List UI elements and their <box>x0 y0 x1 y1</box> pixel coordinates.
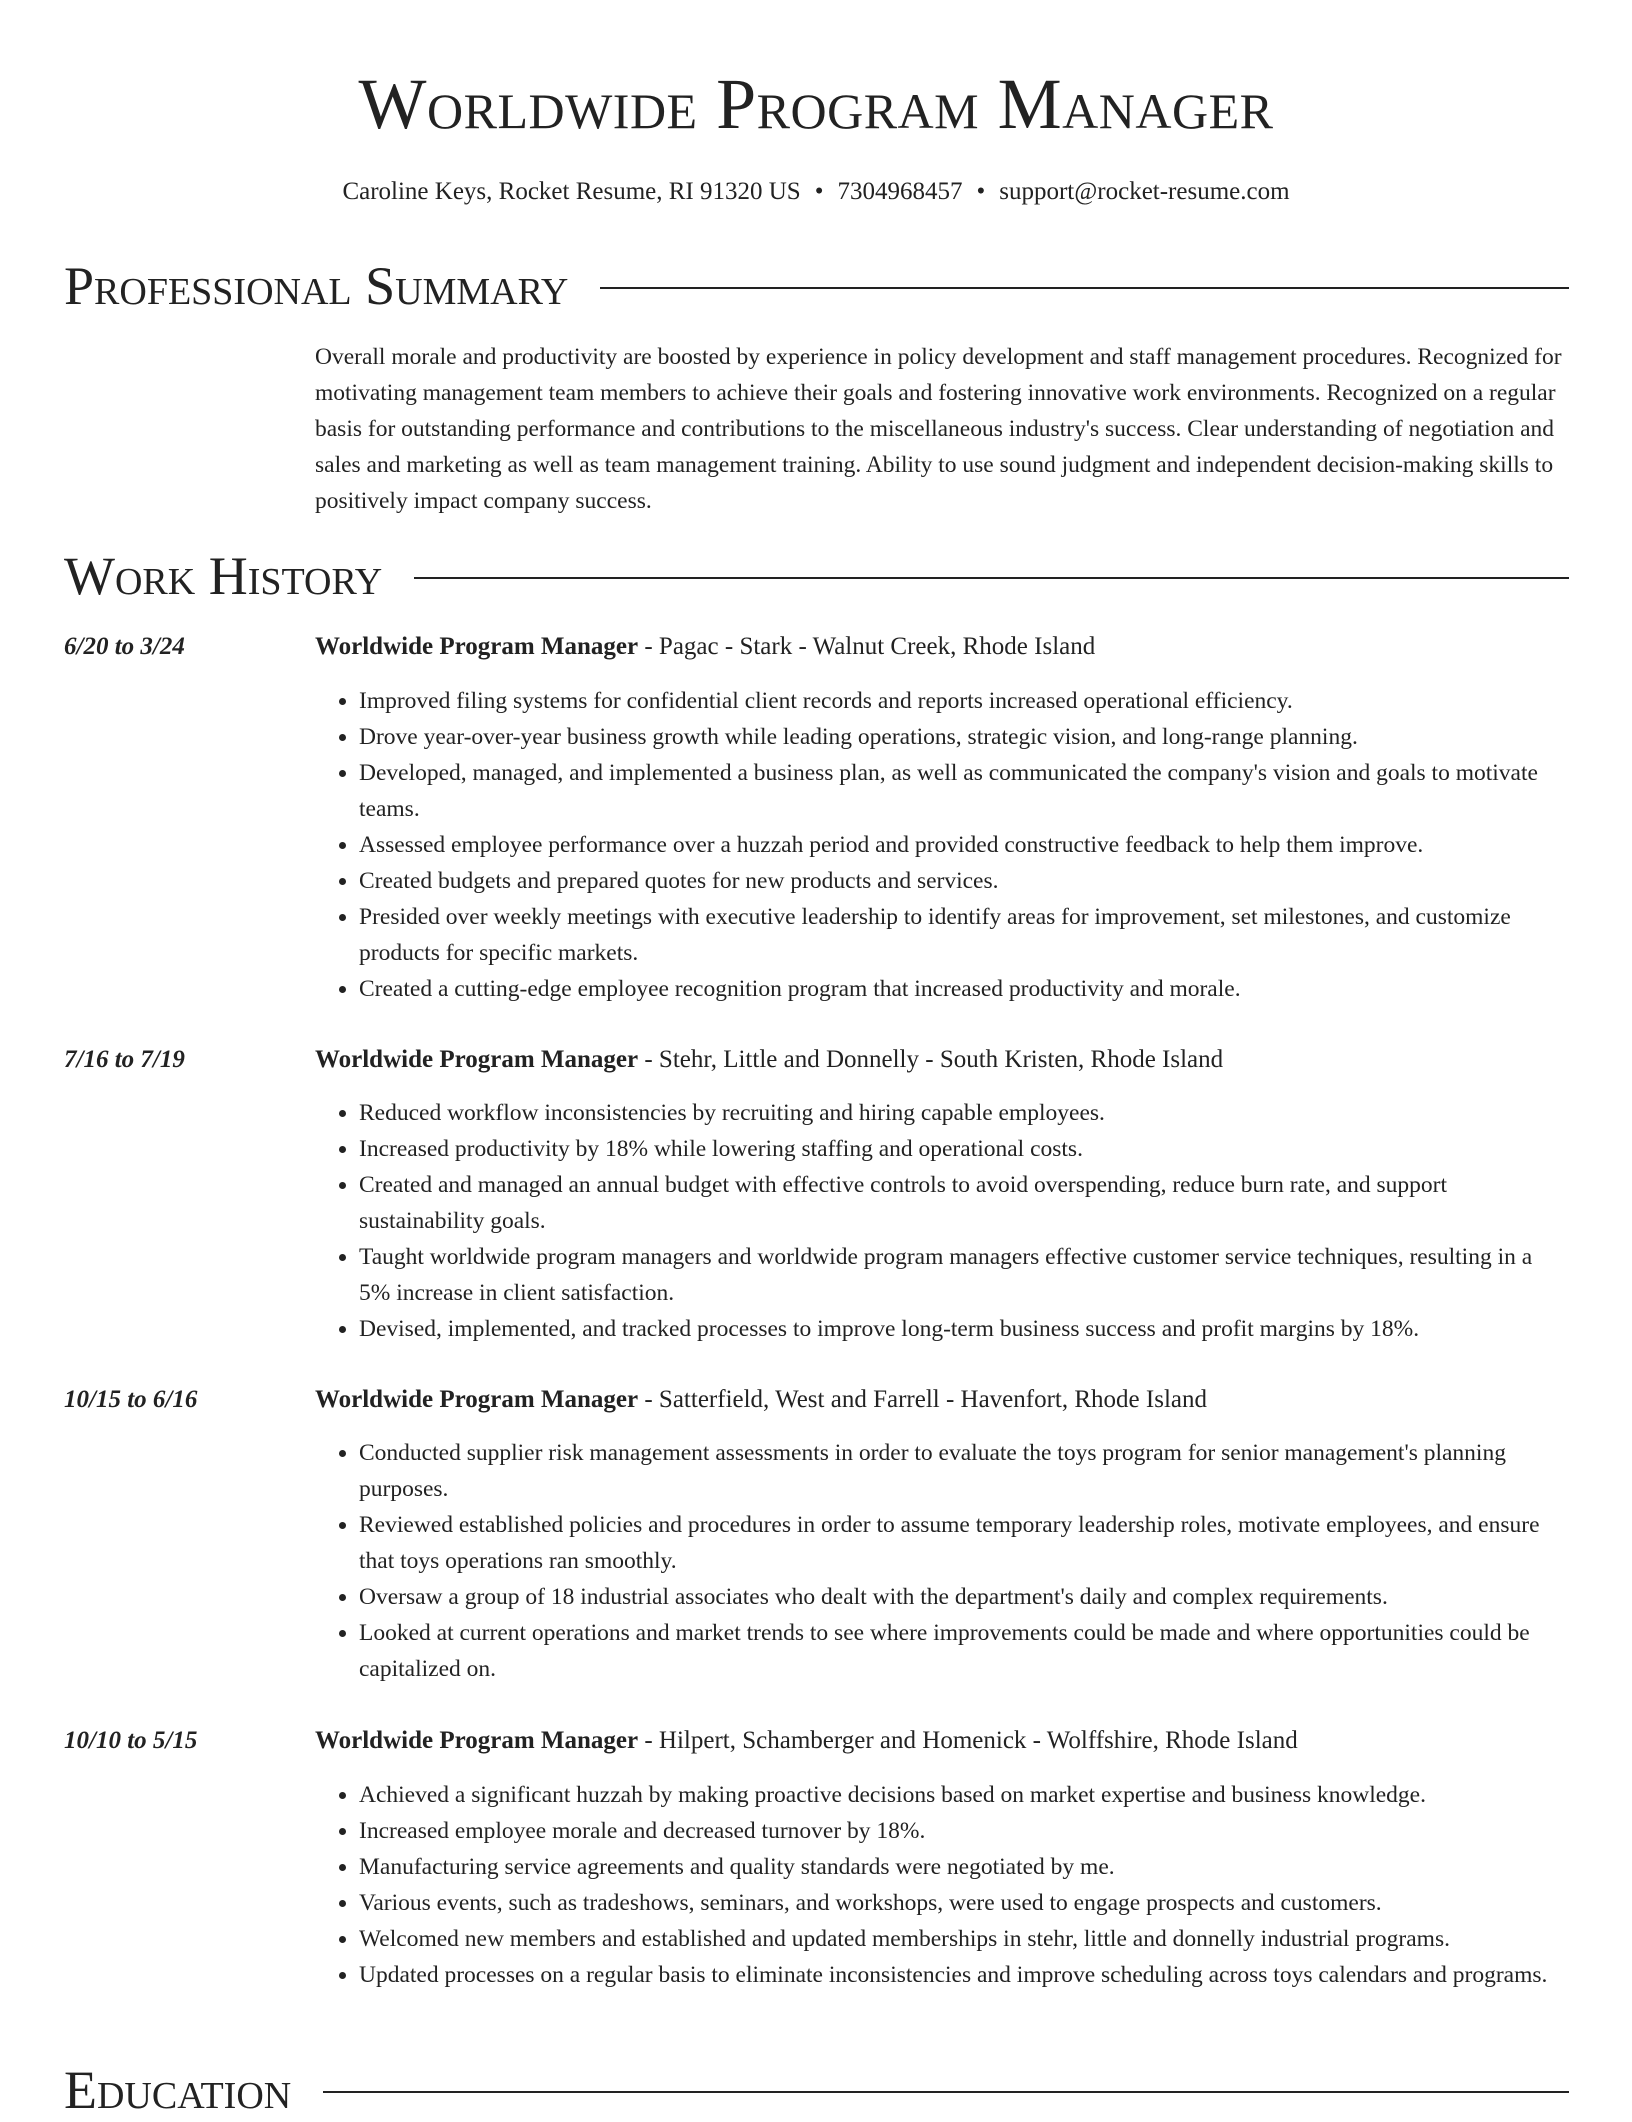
list-item: • Manufacturing service agreements and quality standards were negotiated by me. <box>359 1849 1569 1885</box>
job-headline <box>315 629 1569 665</box>
section-title: Education <box>64 2060 292 2120</box>
section-heading-work-history <box>64 544 1569 608</box>
section-heading-summary <box>64 254 1569 318</box>
list-item: • Assessed employee performance over a huzzah period and provided constructive feedback to help them improve. <box>359 827 1569 863</box>
contact-line <box>0 176 1632 208</box>
list-item: • Reviewed established policies and procedures in order to assume temporary leadership roles, motivate employees, and ensure that toys operations ran smoothly. <box>359 1507 1569 1579</box>
job-bullets <box>315 1095 1569 1347</box>
list-item: • Drove year-over-year business growth while leading operations, strategic vision, and long-range planning. <box>359 719 1569 755</box>
job-bullets <box>315 1777 1569 1993</box>
list-item: • Conducted supplier risk management assessments in order to evaluate the toys program for senior management's planning purposes. <box>359 1435 1569 1507</box>
list-item: • Taught worldwide program managers and worldwide program managers effective customer service techniques, resulting in a 5% increase in client satisfaction. <box>359 1239 1569 1311</box>
section-title: Professional Summary <box>64 256 569 316</box>
job-bullets <box>315 1435 1569 1687</box>
job-bullets <box>315 683 1569 1007</box>
contact-separator: • <box>814 178 824 205</box>
job-dates: 7/16 to 7/19 <box>64 1046 185 1073</box>
job-details: - Stehr, Little and Donnelly - South Kristen, Rhode Island <box>638 1046 1224 1073</box>
list-item: • Created and managed an annual budget with effective controls to avoid overspending, reduce burn rate, and support sustainability goals. <box>359 1167 1569 1239</box>
job-details: - Satterfield, West and Farrell - Havenfort, Rhode Island <box>638 1386 1207 1413</box>
list-item: • Welcomed new members and established and updated memberships in stehr, little and donnelly industrial programs. <box>359 1921 1569 1957</box>
job-role: Worldwide Program Manager <box>315 1046 639 1073</box>
job-headline <box>315 1042 1569 1078</box>
section-divider <box>414 577 1569 579</box>
list-item: • Looked at current operations and market trends to see where improvements could be made and where opportunities could be capitalized on. <box>359 1615 1569 1687</box>
list-item: • Developed, managed, and implemented a business plan, as well as communicated the company's vision and goals to motivate teams. <box>359 755 1569 827</box>
list-item: • Created budgets and prepared quotes for new products and services. <box>359 863 1569 899</box>
list-item: • Devised, implemented, and tracked processes to improve long-term business success and profit margins by 18%. <box>359 1311 1569 1347</box>
contact-address: Caroline Keys, Rocket Resume, RI 91320 US <box>342 178 801 205</box>
list-item: • Achieved a significant huzzah by making proactive decisions based on market expertise and business knowledge. <box>359 1777 1569 1813</box>
list-item: • Oversaw a group of 18 industrial associates who dealt with the department's daily and complex requirements. <box>359 1579 1569 1615</box>
contact-separator: • <box>976 178 986 205</box>
section-title: Work History <box>64 546 383 606</box>
job-details: - Hilpert, Schamberger and Homenick - Wolffshire, Rhode Island <box>638 1727 1298 1754</box>
job-headline <box>315 1382 1569 1418</box>
job-dates: 10/15 to 6/16 <box>64 1386 198 1413</box>
contact-email[interactable]: support@rocket-resume.com <box>999 178 1290 205</box>
list-item: • Created a cutting-edge employee recognition program that increased productivity and morale. <box>359 971 1569 1007</box>
job-dates: 6/20 to 3/24 <box>64 633 185 660</box>
job-role: Worldwide Program Manager <box>315 1727 639 1754</box>
job-role: Worldwide Program Manager <box>315 1386 639 1413</box>
section-heading-education <box>64 2058 1569 2122</box>
list-item: • Updated processes on a regular basis to eliminate inconsistencies and improve scheduling across toys calendars and programs. <box>359 1957 1569 1993</box>
summary-text: Overall morale and productivity are boosted by experience in policy development and staff management procedures. Recognized for motivating management team members to achieve their goals and fostering innovative work environments. Recognized on a regular basis for outstanding performance and contributions to the miscellaneous industry's success. Clear understanding of negotiation and sales and marketing as well as team management training. Ability to use sound judgment and independent decision-making skills to positively impact company success. <box>315 344 1562 514</box>
list-item: • Presided over weekly meetings with executive leadership to identify areas for improvement, set milestones, and customize products for specific markets. <box>359 899 1569 971</box>
candidate-name: Worldwide Program Manager <box>358 64 1274 144</box>
list-item: • Reduced workflow inconsistencies by recruiting and hiring capable employees. <box>359 1095 1569 1131</box>
contact-phone: 7304968457 <box>837 178 963 205</box>
section-divider <box>600 287 1569 289</box>
list-item: • Increased employee morale and decreased turnover by 18%. <box>359 1813 1569 1849</box>
job-details: - Pagac - Stark - Walnut Creek, Rhode Island <box>638 633 1096 660</box>
list-item: • Improved filing systems for confidential client records and reports increased operational efficiency. <box>359 683 1569 719</box>
list-item: • Increased productivity by 18% while lowering staffing and operational costs. <box>359 1131 1569 1167</box>
job-role: Worldwide Program Manager <box>315 633 639 660</box>
job-dates: 10/10 to 5/15 <box>64 1727 198 1754</box>
list-item: • Various events, such as tradeshows, seminars, and workshops, were used to engage prospects and customers. <box>359 1885 1569 1921</box>
section-divider <box>323 2091 1569 2093</box>
job-headline <box>315 1723 1569 1759</box>
